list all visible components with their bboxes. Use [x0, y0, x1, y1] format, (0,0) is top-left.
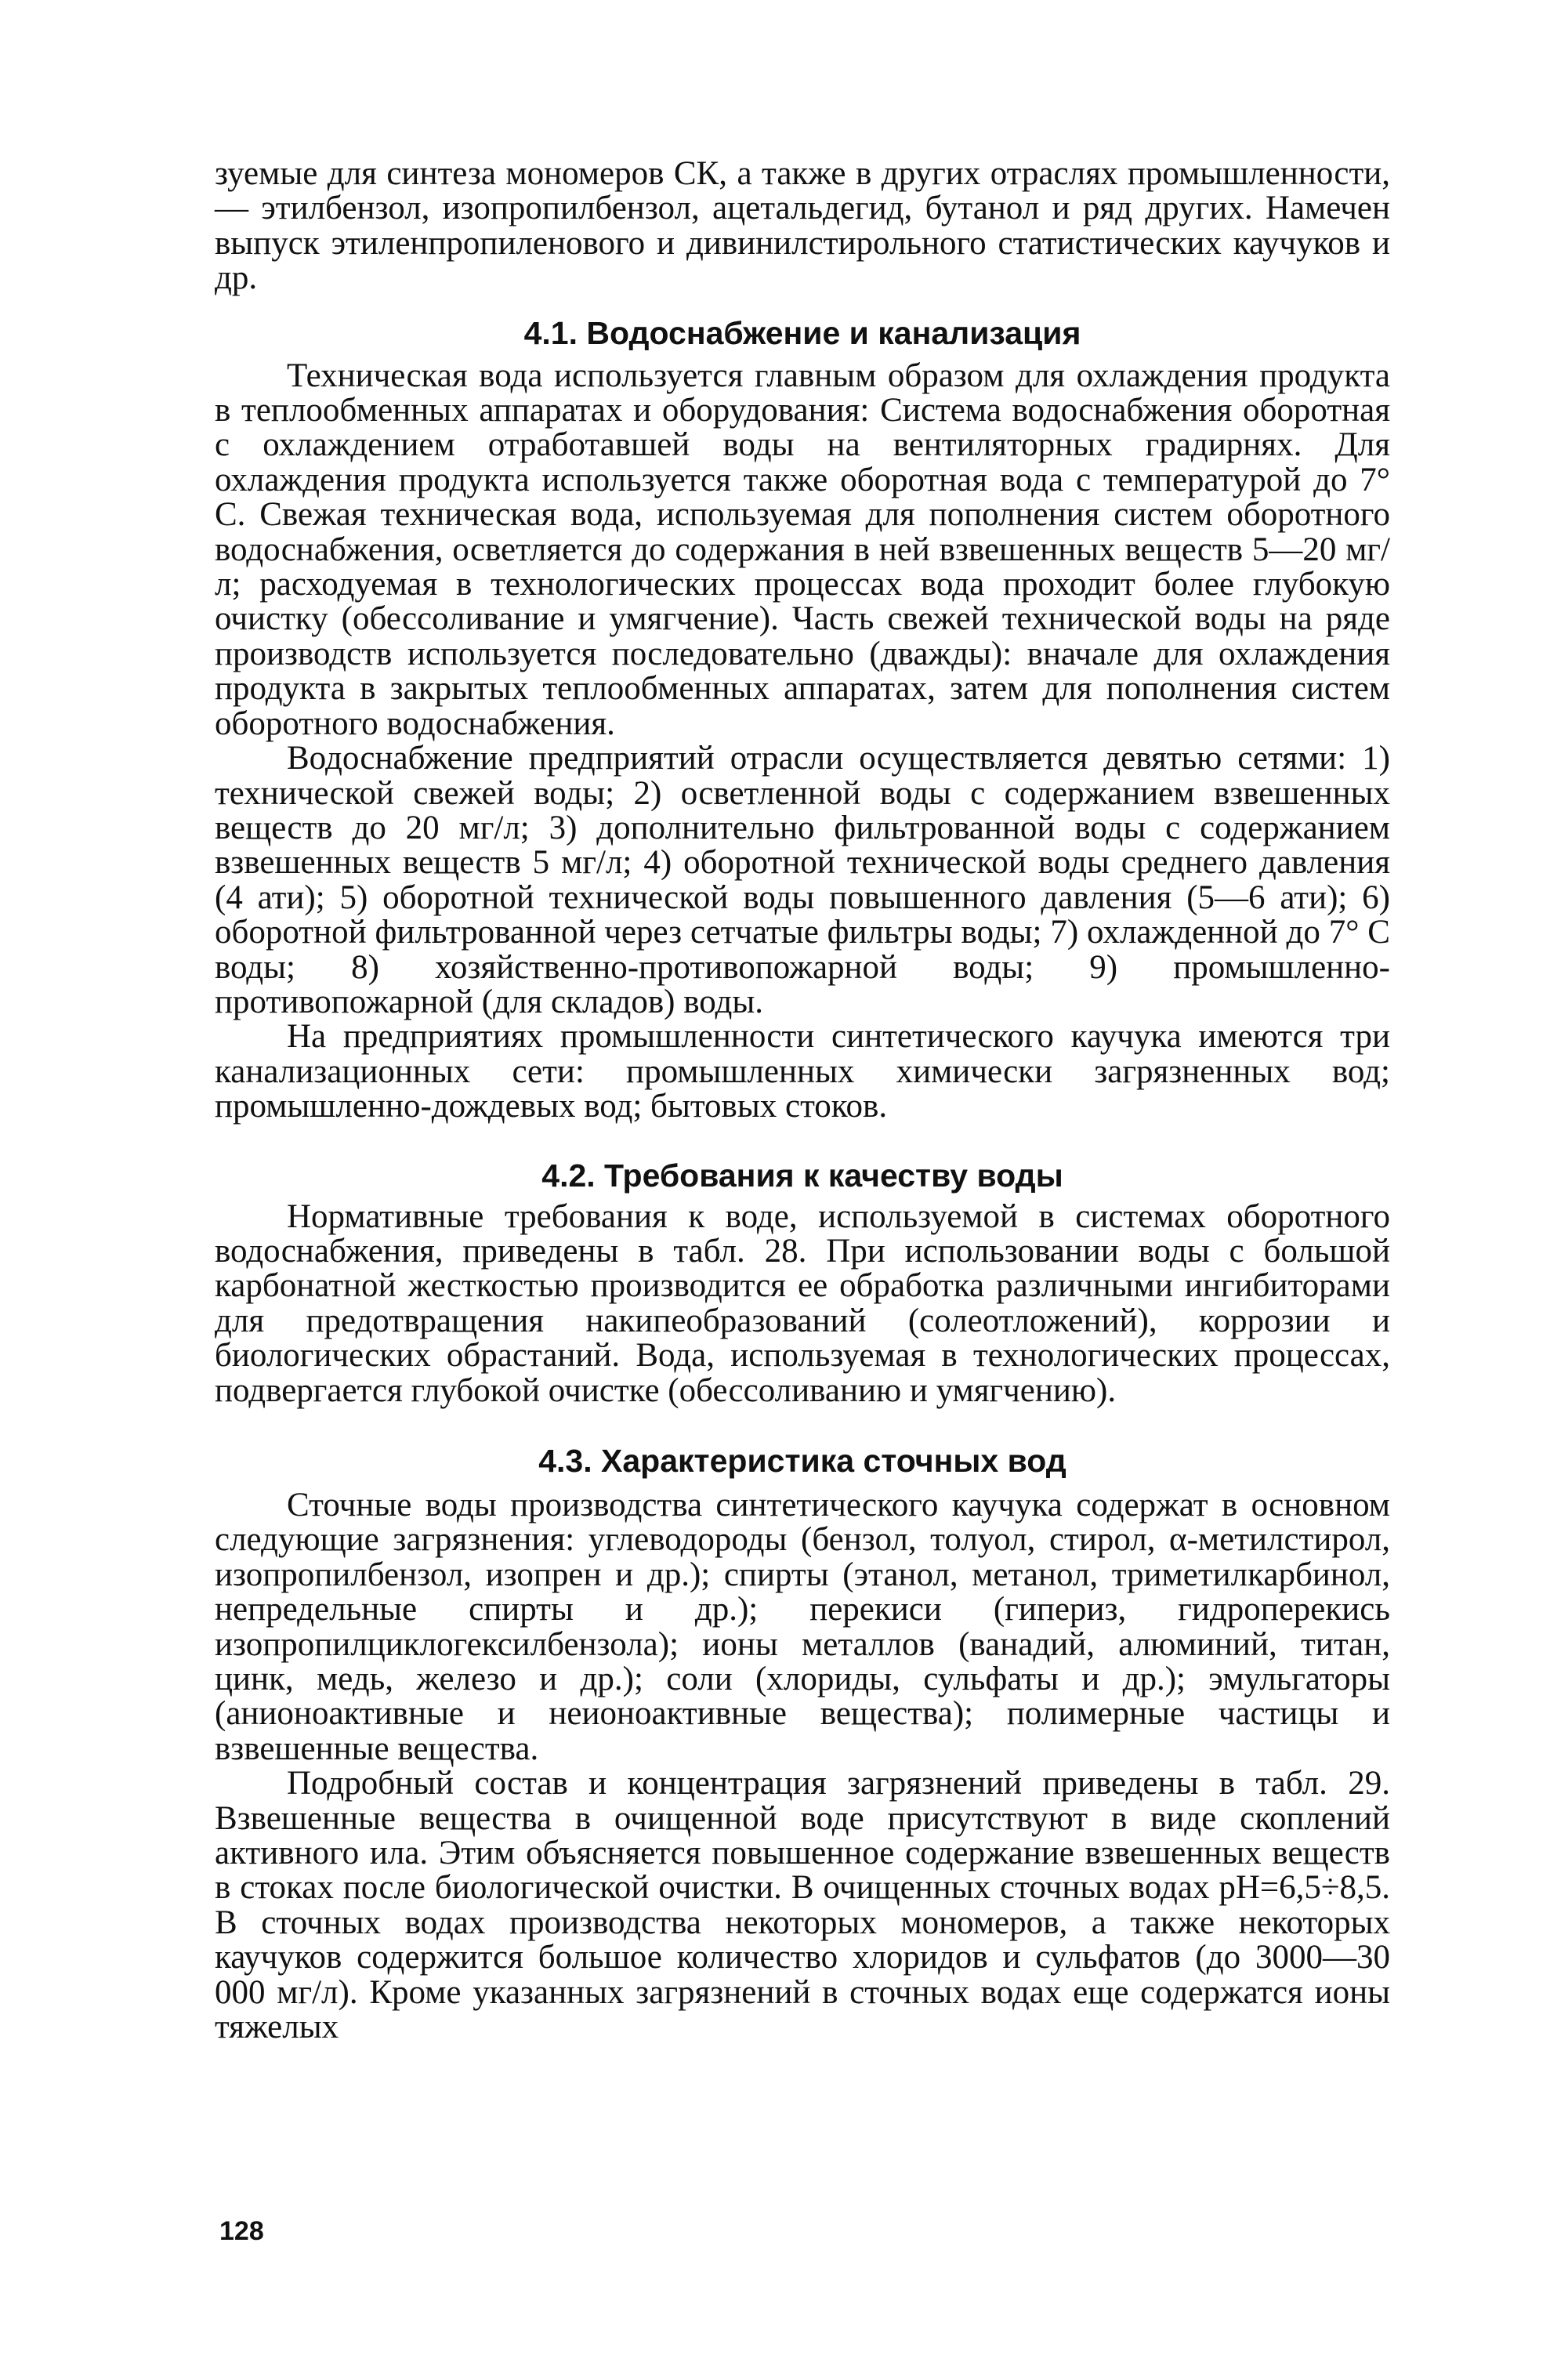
- section-4-1-paragraph-2: Водоснабжение предприятий отрасли осуществляется девятью сетями: 1) технической свежей воды; 2) осветленной воды с содержанием взвешенных веществ до 20 мг/л; 3) дополнительно фильтрованной воды с содержанием взвешенных веществ 5 мг/л; 4) оборотной технической воды среднего давления (4 ати); 5) оборотной технической воды повышенного давления (5—6 ати); 6) оборотной фильтрованной через сетчатые фильтры воды; 7) охлажденной до 7° С воды; 8) хозяйственно-противопожарной воды; 9) промышленно-противопожарной (для складов) воды.: [215, 740, 1390, 1020]
- page-number: 128: [219, 2216, 264, 2246]
- section-heading-4-2: 4.2. Требования к качеству воды: [541, 1157, 1063, 1194]
- section-4-3-paragraph-2: Подробный состав и концентрация загрязнений приведены в табл. 29. Взвешенные вещества в очищенной воде присутствуют в виде скоплений активного ила. Этим объясняется повышенное содержание взвешенных веществ в стоках после биологической очистки. В очищенных сточных водах pH=6,5÷8,5. В сточных водах производства некоторых мономеров, а также некоторых каучуков содержится большое количество хлоридов и сульфатов (до 3000—30 000 мг/л). Кроме указанных загрязнений в сточных водах еще содержатся ионы тяжелых: [215, 1765, 1390, 2046]
- section-4-3-paragraph-1: Сточные воды производства синтетического каучука содержат в основном следующие загрязнения: углеводороды (бензол, толуол, стирол, α-метилстирол, изопропилбензол, изопрен и др.); спирты (этанол, метанол, триметилкарбинол, непредельные спирты и др.); перекиси (гипериз, гидроперекись изопропилциклогексилбензола); ионы металлов (ванадий, алюминий, титан, цинк, медь, железо и др.); соли (хлориды, сульфаты и др.); эмульгаторы (анионоактивные и неионоактивные вещества); полимерные частицы и взвешенные вещества.: [215, 1487, 1390, 1767]
- section-4-1-paragraph-1: Техническая вода используется главным образом для охлаждения продукта в теплообменных аппаратах и оборудования: Система водоснабжения оборотная с охлаждением отработавшей воды на вентиляторных градирнях. Для охлаждения продукта используется также оборотная вода с температурой до 7° С. Свежая техническая вода, используемая для пополнения систем оборотного водоснабжения, осветляется до содержания в ней взвешенных веществ 5—20 мг/л; расходуемая в технологических процессах вода проходит более глубокую очистку (обессоливание и умягчение). Часть свежей технической воды на ряде производств используется последовательно (дважды): вначале для охлаждения продукта в закрытых теплообменных аппаратах, затем для пополнения систем оборотного водоснабжения.: [215, 357, 1390, 742]
- section-4-1-paragraph-3: На предприятиях промышленности синтетического каучука имеются три канализационных сети: промышленных химически загрязненных вод; промышленно-дождевых вод; бытовых стоков.: [215, 1018, 1390, 1125]
- section-4-2-paragraph-1: Нормативные требования к воде, используемой в системах оборотного водоснабжения, приведены в табл. 28. При использовании воды с большой карбонатной жесткостью производится ее обработка различными ингибиторами для предотвращения накипеобразований (солеотложений), коррозии и биологических обрастаний. Вода, используемая в технологических процессах, подвергается глубокой очистке (обессоливанию и умягчению).: [215, 1197, 1390, 1409]
- page-body: [215, 157, 1390, 2045]
- section-heading-4-3: 4.3. Характеристика сточных вод: [538, 1443, 1066, 1479]
- intro-paragraph: зуемые для синтеза мономеров СК, а также в других отраслях промышленности, — этилбензол, изопропилбензол, ацетальдегид, бутанол и ряд других. Намечен выпуск этиленпропиленового и дивинилстирольного статистических каучуков и др.: [215, 155, 1390, 297]
- section-heading-4-1: 4.1. Водоснабжение и канализация: [523, 314, 1081, 351]
